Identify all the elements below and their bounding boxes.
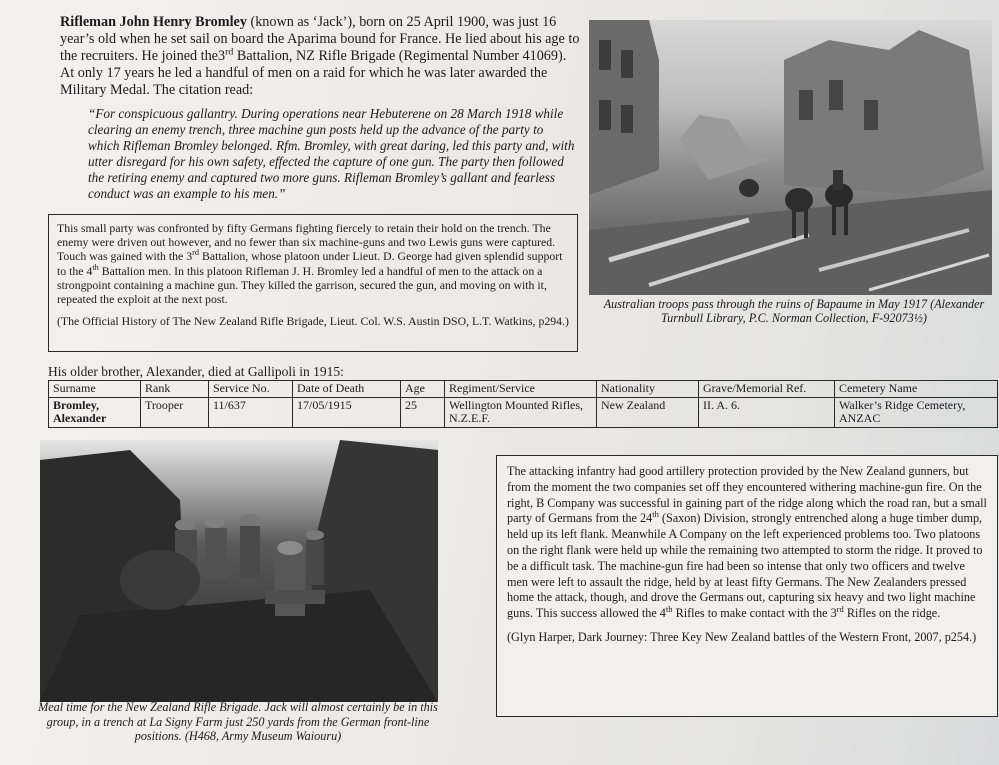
bapaume-photo-caption: Australian troops pass through the ruins of Bapaume in May 1917 (Alexander Turnbull Library, P.C. Norman Collection, F-92073½) <box>603 297 985 325</box>
header-grave-ref: Grave/Memorial Ref. <box>699 381 835 398</box>
brother-heading: His older brother, Alexander, died at Gallipoli in 1915: <box>48 364 344 379</box>
trench-meal-photo <box>40 440 438 702</box>
journey-source: (Glyn Harper, Dark Journey: Three Key New Zealand battles of the Western Front, 2007, p254.) <box>507 629 977 644</box>
header-nationality: Nationality <box>597 381 699 398</box>
biography-paragraph <box>60 14 580 99</box>
medal-citation: “For conspicuous gallantry. During operations near Hebuterene on 28 March 1918 while clearing an enemy trench, three machine gun posts held up the advance of the party to which Rifleman Bromley belonged. Rfm. Bromley, with great daring, led this party and, with utter disregard for his own safety, effected the capture of one gun. The party then followed the retiring enemy and captured two more guns. Rifleman Bromley’s gallant and fearless conduct was an example to his men.” <box>88 106 575 201</box>
journey-text-b: (Saxon) Division, strongly entrenched along a huge timber dump, held up its left flank. Meanwhile A Company on the left experienced problems too. Two platoons on the right flank were held up while the remaining two attempted to storm the ridge. It proved to be a difficult task. The machine-gun fire had been so intense that only two officers and twelve men were left to assault the ridge, held by at least fifty Germans. The New Zealanders pressed home the attack, though, and drove the Germans out, capturing six heavy and two light machine guns. This success allowed the 4 <box>507 511 983 621</box>
header-regiment: Regiment/Service <box>445 381 597 398</box>
journey-sup-b: th <box>665 604 673 615</box>
header-cemetery: Cemetery Name <box>835 381 998 398</box>
cell-service-no: 11/637 <box>209 397 293 427</box>
header-service-no: Service No. <box>209 381 293 398</box>
table-header-row <box>49 381 998 398</box>
header-surname: Surname <box>49 381 141 398</box>
cell-nationality: New Zealand <box>597 397 699 427</box>
history-text-b: Battalion, whose platoon under Lieut. D. George had given splendid support to the 4 <box>57 249 563 278</box>
table-row <box>49 397 998 427</box>
trench-photo-caption: Meal time for the New Zealand Rifle Brigade. Jack will almost certainly be in this group, in a trench at La Signy Farm just 250 yards from the German front-line positions. (H468, Army Museum Waiouru) <box>38 700 438 743</box>
cell-surname: Bromley, Alexander <box>49 397 141 427</box>
cell-cemetery: Walker’s Ridge Cemetery, ANZAC <box>835 397 998 427</box>
trench-meal-image <box>40 440 438 702</box>
cell-regiment: Wellington Mounted Rifles, N.Z.E.F. <box>445 397 597 427</box>
dark-journey-box <box>496 455 998 717</box>
official-history-box <box>48 214 578 352</box>
header-age: Age <box>401 381 445 398</box>
bio-text-2: Battalion, NZ Rifle Brigade (Regimental Number 41069). At only 17 years he led a handful of men on a raid for which he was later awarded the Military Medal. The citation read: <box>60 48 567 98</box>
bio-sup: rd <box>225 46 234 58</box>
bio-text-1: (known as ‘Jack’), born on 25 April 1900, was just 16 year’s old when he set sail on board the Aparima bound for France. He lied about his age to the recruiters. He joined the3 <box>60 14 580 64</box>
header-date-of-death: Date of Death <box>293 381 401 398</box>
bapaume-ruins-image <box>589 20 992 295</box>
history-sup-a: rd <box>192 248 200 258</box>
history-text-c: Battalion men. In this platoon Rifleman J. H. Bromley led a handful of men to the attack on a strongpoint containing a machine gun. They killed the garrison, secured the gun, and moving on with it, repeated the exploit at the next post. <box>57 263 547 307</box>
journey-text-a: The attacking infantry had good artillery protection provided by the New Zealand gunners, but from the moment the two companies set off they encountered withering machine-gun fire. On the right, B Company was successful in gaining part of the ridge along which the road ran, but a small party of Germans from the 24 <box>507 464 987 526</box>
journey-sup-c: rd <box>836 604 844 615</box>
cell-rank: Trooper <box>141 397 209 427</box>
history-source: (The Official History of The New Zealand Rifle Brigade, Lieut. Col. W.S. Austin DSO, L.T. Watkins, p294.) <box>57 314 569 329</box>
journey-text-d: Rifles on the ridge. <box>843 606 941 621</box>
cell-grave-ref: II. A. 6. <box>699 397 835 427</box>
soldier-name: Rifleman John Henry Bromley <box>60 14 247 30</box>
grave-record-table <box>48 380 998 428</box>
bapaume-ruins-photo <box>589 20 992 295</box>
history-sup-b: th <box>92 262 99 272</box>
journey-text-c: Rifles to make contact with the 3 <box>672 606 837 621</box>
header-rank: Rank <box>141 381 209 398</box>
journey-sup-a: th <box>652 509 659 520</box>
history-text-a: This small party was confronted by fifty Germans fighting fiercely to retain their hold on the trench. The enemy were driven out however, and no fewer than six machine-guns and two Lewis guns were captured. Touch was gained with the 3 <box>57 221 556 264</box>
cell-date-of-death: 17/05/1915 <box>293 397 401 427</box>
cell-age: 25 <box>401 397 445 427</box>
